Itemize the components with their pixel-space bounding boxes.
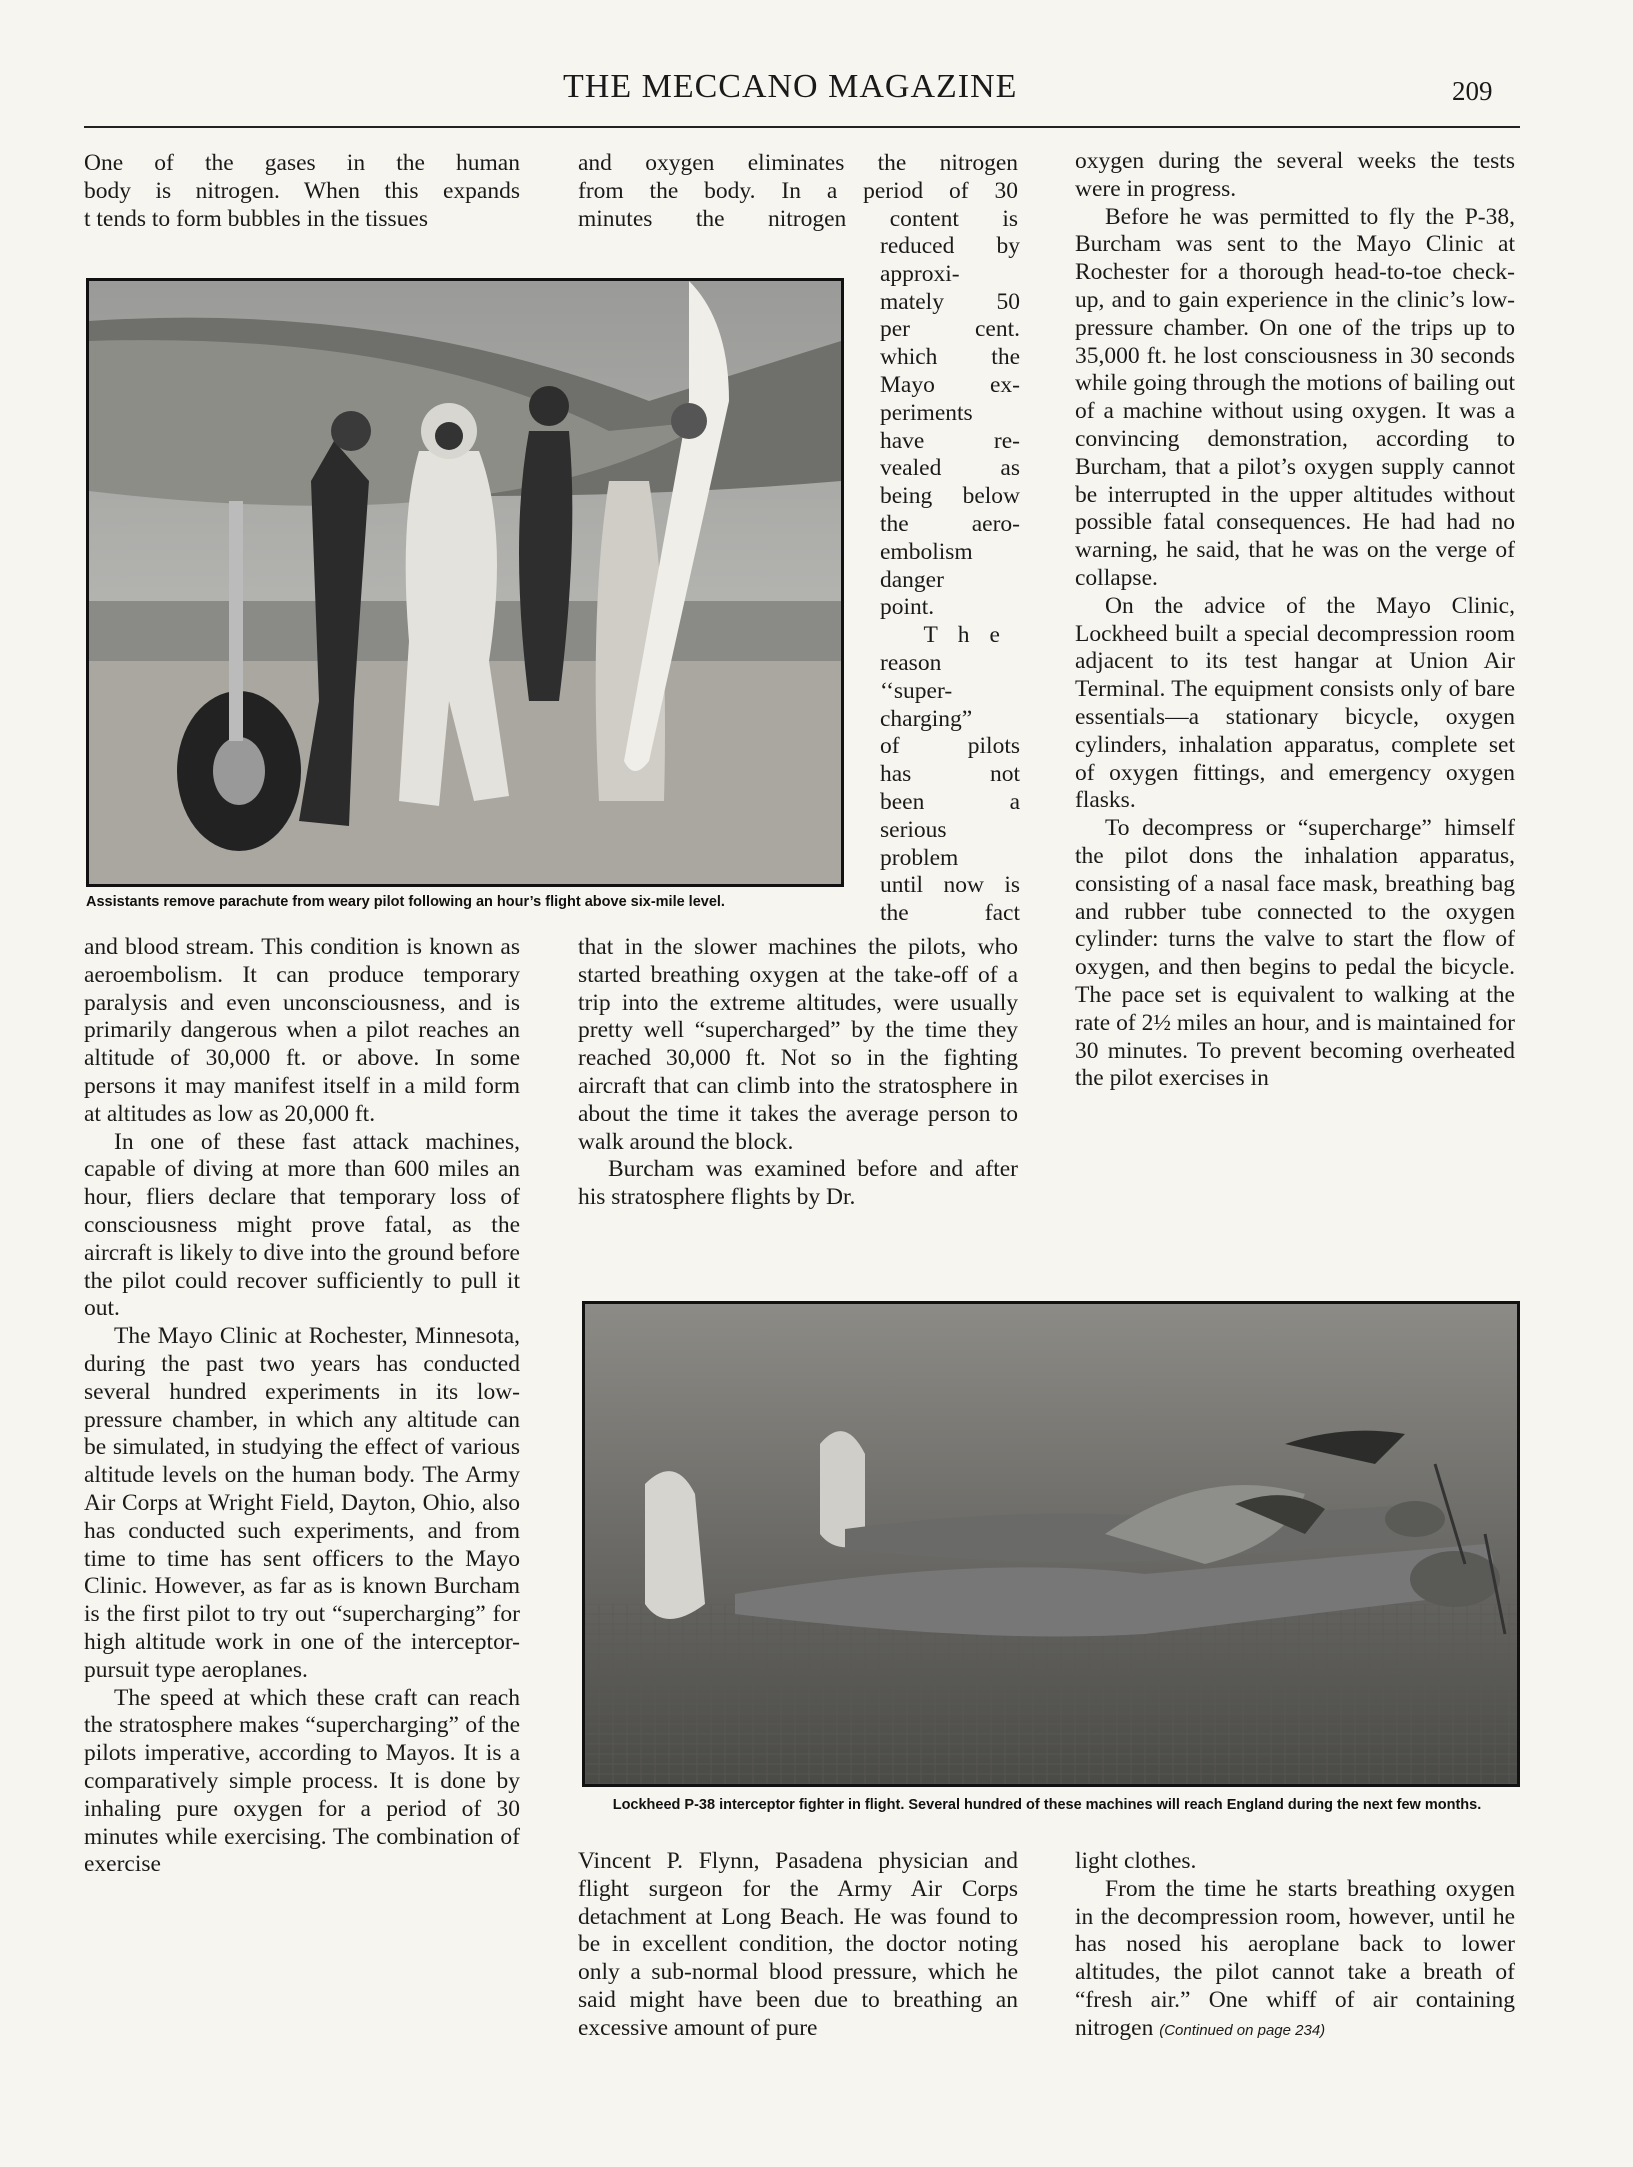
narrow-line: danger [880,566,944,593]
narrow-line: problem [880,844,959,871]
narrow-line: being below [880,483,1020,510]
narrow-line: Mayo ex- [880,371,1020,398]
narrow-line: the fact [880,900,1020,927]
col2-body [578,934,1018,1212]
col1-top-line: One of the gases in the human [84,150,520,176]
narrow-line: reduced by [880,233,1020,259]
col2-top-line: minutes the nitrogen content is [578,205,1018,232]
col2-top-line: from the body. In a period of 30 [578,177,1018,204]
col2-paragraph: that in the slower machines the pilots, who started breathing oxygen at the take-off of a trip into the extreme altitudes, were usually pretty well “supercharged” by the time they reached 30,000 ft. Not so in the fighting aircraft that can climb into the stratosphere in about the time it takes the average person to walk around the block. [578,934,1018,1155]
narrow-line: vealed as [880,455,1020,482]
p38-photo-image [585,1304,1517,1784]
col1-top-text [84,150,520,233]
narrow-line: have re- [880,427,1020,454]
col3-paragraph: To decompress or “supercharge” himself the pilot dons the inhalation apparatus, consisting of a nasal face mask, breathing bag and rubber tube connected to the oxygen cylinder: turns the valve to start the flow of oxygen, and then begins to pedal the bicycle. The pace set is equivalent to walking at the rate of 2½ miles an hour, and is maintained for 30 minutes. To prevent becoming overheated the pilot exercises in [1075,815,1515,1092]
top-photo-caption: Assistants remove parachute from weary pilot following an hour’s flight above six-mile level. [86,894,725,910]
narrow-line: reason [880,649,942,676]
bottom-photo-caption: Lockheed P-38 interceptor fighter in flight. Several hundred of these machines will reach England during the next few months. [612,1797,1482,1813]
col3-paragraph: On the advice of the Mayo Clinic, Lockheed built a special decompression room adjacent to its test hangar at Union Air Terminal. The equipment consists only of bare essentials—a stationary bicycle, oxygen cylinders, inhalation apparatus, complete set of oxygen fittings, and emergency oxygen flasks. [1075,592,1515,814]
col2-bottom-paragraph: Vincent P. Flynn, Pasadena physician and flight surgeon for the Army Air Corps detachment at Long Beach. He was found to be in excellent condition, the doctor noting only a sub-normal blood pressure, which he said might have been due to breathing an excessive amount of pure [578,1848,1018,2041]
narrow-line: of pilots [880,733,1020,760]
col3-paragraph: oxygen during the several weeks the tests were in progress. [1075,148,1515,202]
pilot-photo [86,278,844,887]
narrow-line: until now is [880,872,1020,899]
col1-paragraph: The Mayo Clinic at Rochester, Minnesota, during the past two years has conducted several hundred experiments in its low-pressure chamber, in which any altitude can be simulated, in studying the effect of various altitude levels on the human body. The Army Air Corps at Wright Field, Dayton, Ohio, also has conducted such experiments, and from time to time has sent officers to the Mayo Clinic. However, as far as is known Burcham is the first pilot to try out “supercharging” for high altitude work in one of the interceptor-pursuit type aeroplanes. [84,1323,520,1683]
magazine-title: THE MECCANO MAGAZINE [563,68,1018,105]
continued-note[interactable]: (Continued on page 234) [1159,2021,1326,2039]
col1-paragraph: The speed at which these craft can reach the stratosphere makes “supercharging” of the pilots imperative, according to Mayos. It is a comparatively simple process. It is done by inhaling pure oxygen for a period of 30 minutes while exercising. The combination of exercise [84,1684,520,1878]
narrow-line: The [923,622,1020,649]
narrow-line: point. [880,594,935,621]
col1-body [84,934,520,1879]
narrow-line: mately 50 [880,288,1020,315]
col3-paragraph: Before he was permitted to fly the P-38, Burcham was sent to the Mayo Clinic at Rochester for a thorough head-to-toe check-up, and to gain experience in the clinic’s low-pressure chamber. On one of the trips up to 35,000 ft. he lost consciousness in 30 seconds while going through the motions of bailing out of a machine without using oxygen. It was a convincing demonstration, according to Burcham, that a pilot’s oxygen supply cannot be interrupted in the upper altitudes without possible fatal consequences. He had had no warning, he said, that he was on the verge of collapse. [1075,203,1515,591]
col3-bottom-paragraph [1075,1876,1515,2045]
narrow-line: per cent. [880,316,1020,343]
narrow-line: the aero- [880,510,1020,537]
col1-top-line: body is nitrogen. When this expands [84,177,520,204]
col1-paragraph: and blood stream. This condition is known as aeroembolism. It can produce temporary paralysis and even unconsciousness, and is primarily dangerous when a pilot reaches an altitude of 30,000 ft. or above. In some persons it may manifest itself in a mild form at altitudes as low as 20,000 ft. [84,934,520,1127]
col2-bottom [578,1848,1018,2043]
col2-narrow-text [880,233,1020,928]
header-divider [84,126,1520,128]
narrow-line: approxi- [880,260,960,287]
col1-top-line: t tends to form bubbles in the tissues [84,205,428,232]
col3-final-text: From the time he starts breathing oxygen in the decompression room, however, until he has nosed his aeroplane back to lower altitudes, the pilot cannot take a breath of “fresh air.” One whiff of air containing nitrogen [1075,1875,1515,2041]
page-number: 209 [1452,76,1493,106]
narrow-line: periments [880,399,973,426]
col2-top-line: and oxygen eliminates the nitrogen [578,150,1018,176]
narrow-line: which the [880,344,1020,371]
narrow-line: charging” [880,705,973,732]
col3-bottom [1075,1848,1515,2045]
col1-paragraph: In one of these fast attack machines, capable of diving at more than 600 miles an hour, fliers declare that temporary loss of consciousness might prove fatal, as the aircraft is likely to dive into the ground before the pilot could recover sufficiently to pull it out. [84,1128,520,1322]
narrow-line: serious [880,816,947,843]
narrow-line: has not [880,761,1020,788]
col2-top-text [578,150,1018,233]
narrow-line: been a [880,788,1020,815]
col3-body [1075,148,1515,1093]
p38-photo [582,1301,1520,1787]
col2-paragraph: Burcham was examined before and after his stratosphere flights by Dr. [578,1156,1018,1211]
narrow-line: embolism [880,538,973,565]
col3-bottom-paragraph: light clothes. [1075,1848,1197,1874]
narrow-line: ‘‘super- [880,677,953,704]
pilot-photo-image [89,281,841,884]
